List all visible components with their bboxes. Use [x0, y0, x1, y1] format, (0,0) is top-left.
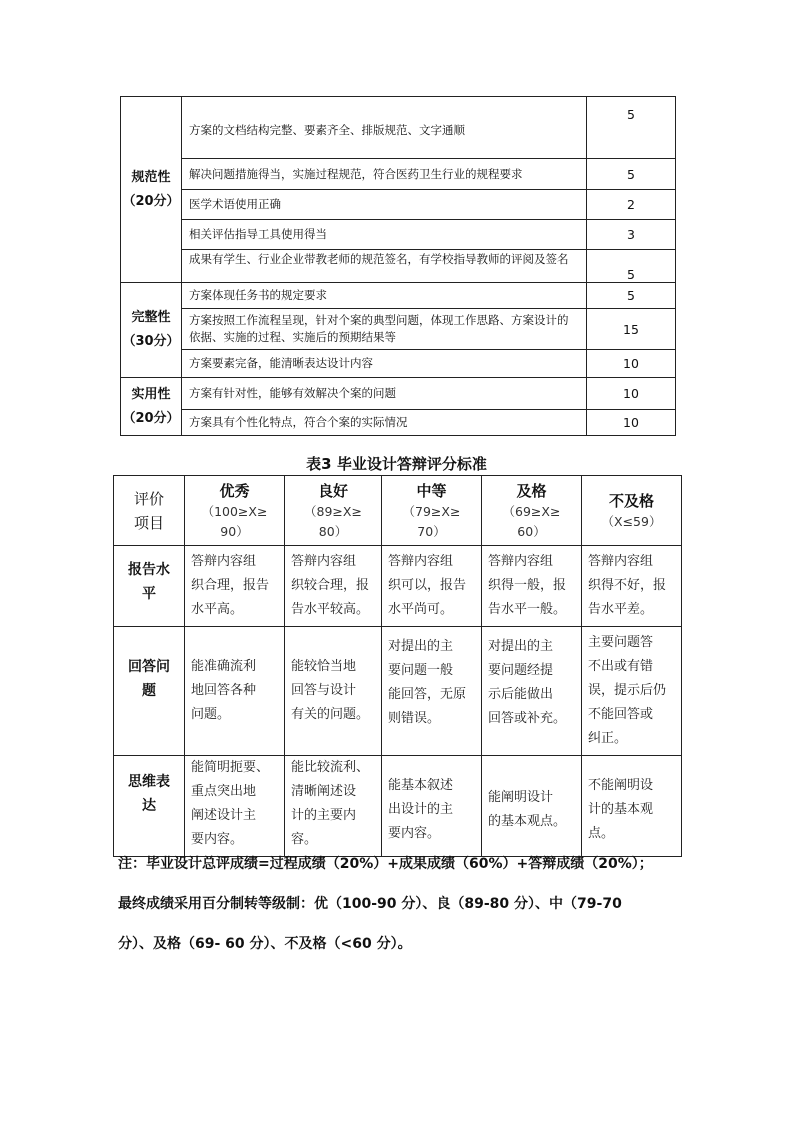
score-cell: 10 [587, 410, 676, 436]
criterion-text: 医学术语使用正确 [182, 190, 587, 220]
category-points: （20分） [122, 193, 180, 209]
score-cell: 10 [587, 378, 676, 410]
criterion-text: 方案具有个性化特点，符合个案的实际情况 [182, 410, 587, 436]
level-header: 良好 （89≥X≥ 80） [285, 476, 382, 546]
table-row [114, 546, 682, 627]
row-header: 报告水 平 [114, 546, 185, 627]
note-line: 最终成绩采用百分制转等级制：优（100-90 分）、良（89-80 分）、中（79-70 [118, 896, 622, 912]
score-cell: 10 [587, 350, 676, 378]
table-row [114, 627, 682, 756]
score-cell: 15 [587, 309, 676, 350]
criterion-text: 相关评估指导工具使用得当 [182, 220, 587, 250]
criteria-cell: 能比较流利、 清晰阐述设 计的主要内 容。 [285, 756, 382, 857]
level-header: 及格 （69≥X≥ 60） [482, 476, 582, 546]
table-row [121, 309, 676, 350]
category-points: （20分） [122, 410, 180, 426]
table-title: 表3 毕业设计答辩评分标准 [306, 455, 487, 473]
criterion-text: 方案有针对性，能够有效解决个案的问题 [182, 378, 587, 410]
category-name: 完整性 [131, 310, 171, 325]
score-cell: 5 [587, 250, 676, 283]
criteria-cell: 答辩内容组 织可以，报告 水平尚可。 [382, 546, 482, 627]
level-header: 优秀 （100≥X≥ 90） [185, 476, 285, 546]
criterion-text: 解决问题措施得当，实施过程规范，符合医药卫生行业的规程要求 [182, 159, 587, 190]
criterion-text: 方案要素完备，能清晰表达设计内容 [182, 350, 587, 378]
row-header: 思维表 达 [114, 756, 185, 857]
note-line: 分）、及格（69- 60 分）、不及格（<60 分）。 [118, 936, 412, 952]
criteria-cell: 能较恰当地 回答与设计 有关的问题。 [285, 627, 382, 756]
score-cell: 5 [587, 159, 676, 190]
table-row [121, 250, 676, 283]
table-row [114, 756, 682, 857]
criteria-cell: 答辩内容组 织得一般，报 告水平一般。 [482, 546, 582, 627]
table-row [121, 190, 676, 220]
table-row [121, 350, 676, 378]
criterion-text: 成果有学生、行业企业带教老师的规范签名，有学校指导教师的评阅及签名 [182, 250, 587, 283]
table-row [121, 220, 676, 250]
scoring-table [120, 96, 676, 436]
criteria-cell: 答辩内容组 织得不好，报 告水平差。 [582, 546, 682, 627]
category-name: 规范性 [131, 169, 171, 185]
criterion-text: 方案体现任务书的规定要求 [182, 283, 587, 309]
score-cell: 5 [587, 97, 676, 159]
criteria-cell: 能简明扼要、 重点突出地 阐述设计主 要内容。 [185, 756, 285, 857]
level-header: 中等 （79≥X≥ 70） [382, 476, 482, 546]
header-row [114, 476, 682, 546]
corner-header: 评价 项目 [114, 476, 185, 546]
score-cell: 5 [587, 283, 676, 309]
score-cell: 3 [587, 220, 676, 250]
defense-grading-table [113, 475, 682, 857]
table-row [121, 410, 676, 436]
criteria-cell: 能基本叙述 出设计的主 要内容。 [382, 756, 482, 857]
table-row [121, 159, 676, 190]
category-cell [121, 97, 182, 283]
table-row [121, 97, 676, 159]
category-cell [121, 283, 182, 378]
score-cell: 2 [587, 190, 676, 220]
criteria-cell: 对提出的主 要问题经提 示后能做出 回答或补充。 [482, 627, 582, 756]
criteria-cell: 对提出的主 要问题一般 能回答，无原 则错误。 [382, 627, 482, 756]
criteria-cell: 主要问题答 不出或有错 误，提示后仍 不能回答或 纠正。 [582, 627, 682, 756]
table-row [121, 378, 676, 410]
criteria-cell: 答辩内容组 织较合理，报 告水平较高。 [285, 546, 382, 627]
criterion-text: 方案的文档结构完整、要素齐全、排版规范、文字通顺 [182, 97, 587, 159]
criteria-cell: 答辩内容组 织合理，报告 水平高。 [185, 546, 285, 627]
category-name: 实用性 [131, 386, 171, 402]
criterion-text: 方案按照工作流程呈现，针对个案的典型问题，体现工作思路、方案设计的依据、实施的过程、实施后的预期结果等 [182, 309, 587, 350]
note-line: 注：毕业设计总评成绩=过程成绩（20%）+成果成绩（60%）+答辩成绩（20%）； [118, 856, 653, 872]
criteria-cell: 不能阐明设 计的基本观 点。 [582, 756, 682, 857]
table-row [121, 283, 676, 309]
criteria-cell: 能准确流利 地回答各种 问题。 [185, 627, 285, 756]
category-points: （30分） [122, 334, 180, 349]
criteria-cell: 能阐明设计 的基本观点。 [482, 756, 582, 857]
level-header: 不及格 （X≤59） [582, 476, 682, 546]
category-cell [121, 378, 182, 436]
row-header: 回答问 题 [114, 627, 185, 756]
